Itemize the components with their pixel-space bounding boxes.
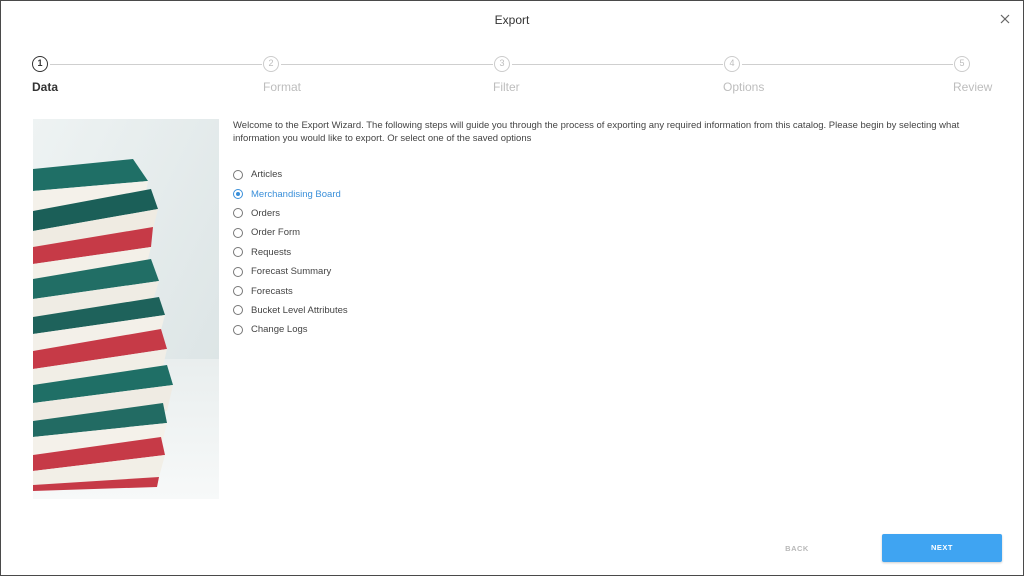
option-label: Forecast Summary [251,266,332,278]
step-4-label[interactable]: Options [723,80,765,94]
wizard-stepper [1,56,1024,96]
option-forecasts[interactable] [233,281,348,300]
step-5-label[interactable]: Review [953,80,993,94]
step-1-label[interactable]: Data [32,80,59,94]
step-1-circle[interactable]: 1 [32,56,48,72]
step-3-circle[interactable]: 3 [494,56,510,72]
radio-button[interactable] [233,286,243,296]
option-orders[interactable] [233,204,348,223]
radio-button[interactable] [233,228,243,238]
step-4-circle[interactable]: 4 [724,56,740,72]
option-merchandising-board[interactable] [233,184,348,203]
option-articles[interactable] [233,165,348,184]
option-label: Merchandising Board [251,188,341,200]
back-button[interactable]: BACK [785,544,809,553]
option-bucket-level-attributes[interactable] [233,301,348,320]
step-connector [512,64,723,65]
step-5-circle[interactable]: 5 [954,56,970,72]
export-options [233,165,348,340]
radio-button[interactable] [233,170,243,180]
radio-button-selected[interactable] [233,189,243,199]
option-requests[interactable] [233,243,348,262]
dialog-title: Export [494,13,530,27]
option-label: Bucket Level Attributes [251,304,348,316]
step-connector [281,64,493,65]
option-label: Orders [251,207,281,219]
close-icon[interactable] [998,12,1012,26]
next-button[interactable]: NEXT [882,534,1002,562]
step-connector [742,64,953,65]
radio-button[interactable] [233,247,243,257]
option-order-form[interactable] [233,223,348,242]
book-stack-image [33,119,219,499]
radio-button[interactable] [233,267,243,277]
step-3-label[interactable]: Filter [493,80,520,94]
radio-button[interactable] [233,305,243,315]
option-change-logs[interactable] [233,320,348,339]
step-2-label[interactable]: Format [263,80,302,94]
option-label: Change Logs [251,324,308,336]
option-label: Forecasts [251,285,293,297]
option-label: Order Form [251,227,301,239]
intro-text: Welcome to the Export Wizard. The following steps will guide you through the process of exporting any required information from this catalog. Please begin by selecting what information you would like to export. Or select one of the saved options [233,120,960,144]
option-label: Articles [251,169,283,181]
option-label: Requests [251,246,292,258]
books-illustration [33,119,219,499]
option-forecast-summary[interactable] [233,262,348,281]
step-connector [50,64,262,65]
radio-button[interactable] [233,325,243,335]
step-2-circle[interactable]: 2 [263,56,279,72]
radio-button[interactable] [233,208,243,218]
